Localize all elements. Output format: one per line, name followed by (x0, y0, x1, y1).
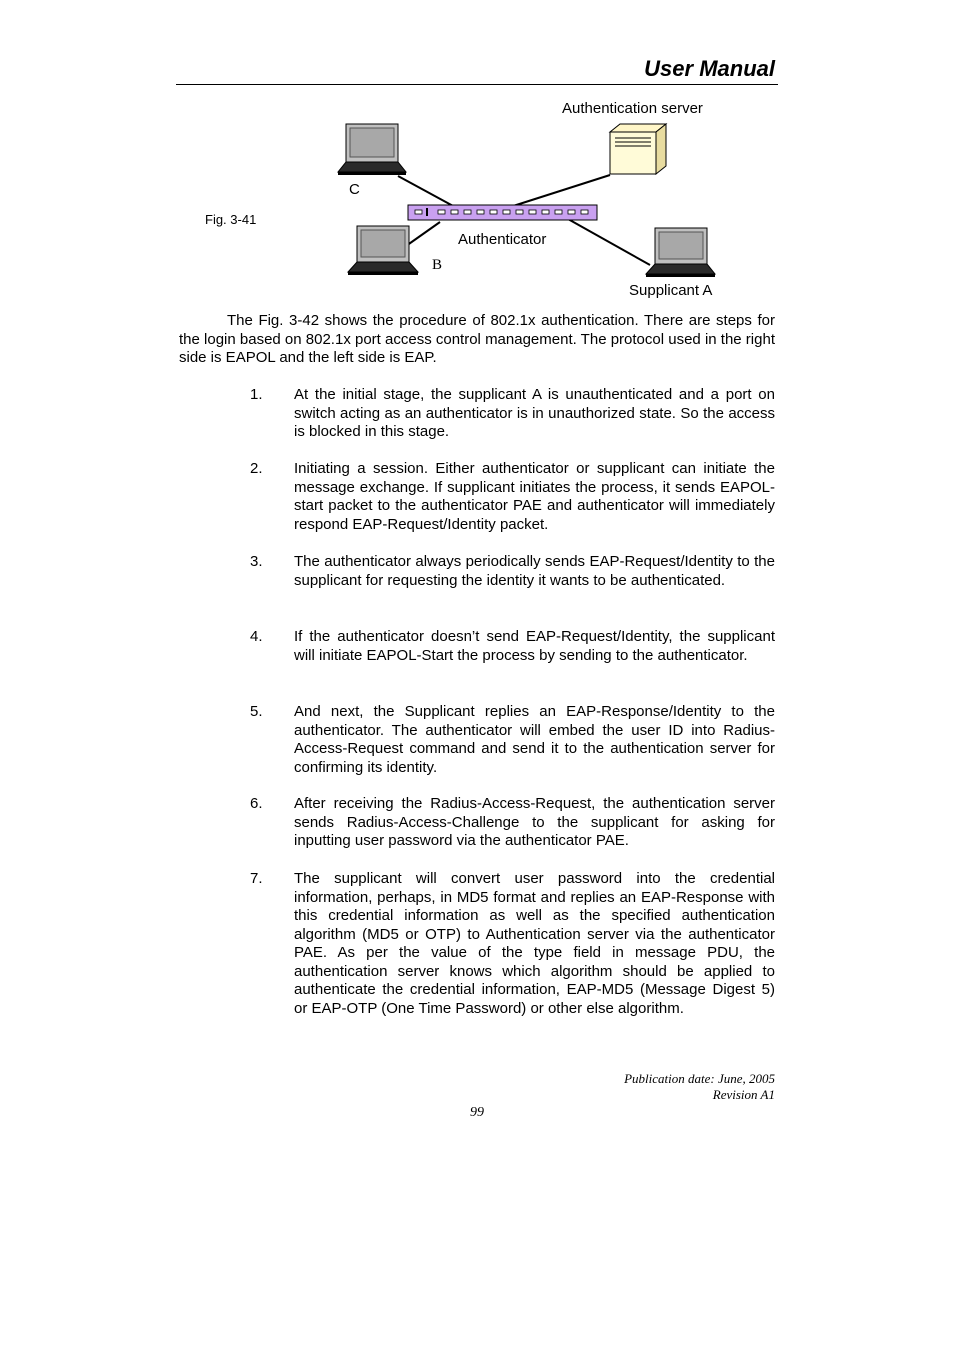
revision: Revision A1 (712, 1087, 775, 1102)
diagram-canvas (0, 0, 954, 310)
label-b: B (432, 257, 443, 273)
list-item-number: 4. (250, 628, 263, 645)
list-item-text: At the initial stage, the supplicant A is unauthenticated and a port on switch acting as an authenticator is in unauthorized state. So the access is blocked in this stage. (294, 386, 775, 440)
list-item-text: If the authenticator doesn’t send EAP-Request/Identity, the supplicant will initiate EAPOL-Start the process by sending to the authenticator. (294, 628, 775, 664)
list-item-number: 6. (250, 795, 263, 812)
server-icon (610, 124, 666, 174)
list-item-text: And next, the Supplicant replies an EAP-Response/Identity to the authenticator. The authenticator will embed the user ID into Radius-Access-Request command and send it to the authentication server for confirming its identity. (294, 703, 775, 776)
link-supplicant-switch (568, 219, 650, 265)
list-item-number: 2. (250, 460, 263, 477)
list-item-text: The supplicant will convert user password into the credential information, perhaps, in MD5 format and replies an EAP-Response with this credential information as well as the specified authentication algorithm (MD5 or OTP) to Authentication server via the authenticator PAE. As per the value of the type field in message PDU, the authentication server knows which algorithm should be applied to authenticate the credential information, EAP-MD5 (Message Digest 5) or EAP-OTP (One Time Password) or other else algorithm. (294, 870, 775, 1017)
link-c-switch (398, 176, 455, 207)
list-item-text: Initiating a session. Either authenticator or supplicant can initiate the message exchange. If supplicant initiates the process, it sends EAPOL-start packet to the authenticator PAE and authenticator will immediately respond EAP-Request/Identity packet. (294, 460, 775, 533)
label-auth-server: Authentication server (562, 100, 703, 117)
figure-caption: Fig. 3-41 (205, 212, 257, 227)
intro-paragraph: The Fig. 3-42 shows the procedure of 802.1x authentication. There are steps for the login based on 802.1x port access control management. The protocol used in the right side is EAPOL and the left side is EAP. (179, 312, 775, 366)
list-item-text: After receiving the Radius-Access-Request, the authentication server sends Radius-Access-Challenge to the supplicant for asking for inputting user password via the authenticator PAE. (294, 795, 775, 849)
laptop-supplicant-icon (646, 228, 715, 277)
link-b-switch (406, 222, 440, 246)
list-item-number: 5. (250, 703, 263, 720)
switch-icon (408, 205, 597, 220)
link-server-switch (510, 175, 610, 207)
network-diagram (0, 0, 954, 310)
list-item-number: 3. (250, 553, 263, 570)
header-title: User Manual (644, 56, 775, 81)
laptop-b-icon (348, 226, 418, 275)
laptop-c-icon (338, 124, 406, 175)
label-supplicant: Supplicant A (629, 282, 713, 299)
publication-date: Publication date: June, 2005 (624, 1071, 775, 1086)
list-item-number: 7. (250, 870, 263, 887)
label-c: C (349, 181, 360, 198)
label-authenticator: Authenticator (458, 231, 547, 248)
list-item-number: 1. (250, 386, 263, 403)
list-item-text: The authenticator always periodically sends EAP-Request/Identity to the supplicant for requesting the identity it wants to be authenticated. (294, 553, 775, 589)
page-number: 99 (470, 1105, 484, 1120)
